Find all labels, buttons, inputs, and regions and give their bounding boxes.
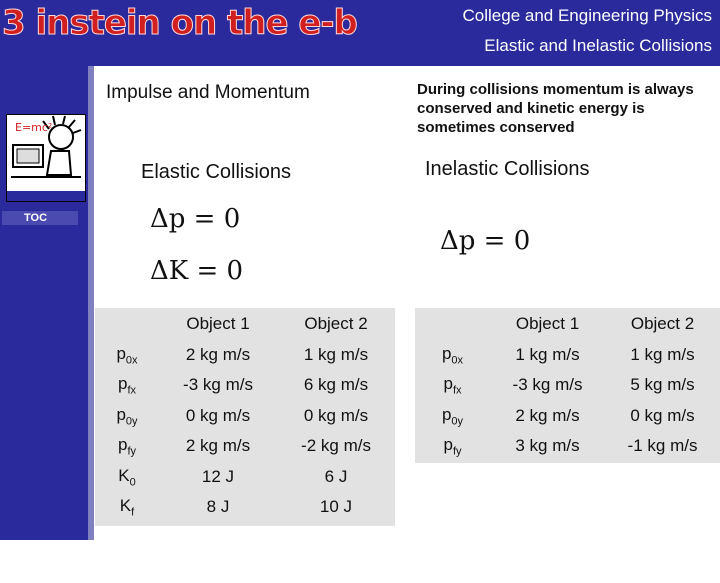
conservation-note: During collisions momentum is always conserved and kinetic energy is sometimes conserved [417,81,694,136]
table-cell: 0 kg m/s [630,405,695,425]
table-header [95,309,159,340]
table-row [415,431,720,462]
table-header: Object 1 [186,314,250,334]
row-label: $p_{0x}$ [116,343,138,366]
table-header: Object 2 [304,314,368,334]
table-cell: 5 kg m/s [630,375,695,395]
row-label: $p_{0x}$ [441,343,464,366]
table-row [95,431,395,462]
row-label: $p_{fx}$ [443,374,462,397]
row-label: $p_{fx}$ [117,374,137,397]
table-header [415,309,490,340]
svg-text:E=mc²: E=mc² [15,121,53,134]
table-cell: 10 J [319,497,353,517]
table-row [95,401,395,432]
table-cell: 0 kg m/s [185,405,251,425]
table-cell: -3 kg m/s [183,375,253,395]
row-label: $p_{fy}$ [117,435,137,458]
table-header-row [95,309,395,340]
page-number: 13 [22,566,39,583]
table-row [415,401,720,432]
table-header-row [415,309,720,340]
mascot-logo [6,114,86,202]
row-label: $p_{0y}$ [116,404,138,427]
table-cell: 6 kg m/s [303,375,369,395]
table-row [415,370,720,401]
table-header: Object 1 [515,314,580,334]
row-label: $K_0$ [118,465,136,488]
section-title: Impulse and Momentum [106,82,310,103]
table-row [95,462,395,493]
elastic-table [95,309,395,523]
elastic-energy-equation: ΔK = 0 [150,256,244,286]
table-cell: 1 kg m/s [515,344,580,364]
site-logo[interactable]: 3 instein on the e-b [2,3,357,43]
table-row [415,340,720,371]
table-row [95,340,395,371]
table-cell: 6 J [324,466,348,486]
table-cell: 0 kg m/s [303,405,369,425]
table-cell: 2 kg m/s [515,405,580,425]
lesson-title: Elastic and Inelastic Collisions [484,36,712,55]
inelastic-momentum-equation: Δp = 0 [440,226,531,256]
row-label: $p_{fy}$ [443,435,462,458]
table-cell: 2 kg m/s [185,436,251,456]
inelastic-table [415,309,720,462]
header-bar [0,0,720,66]
elastic-title: Elastic Collisions [141,161,292,183]
course-title: College and Engineering Physics [462,6,712,25]
elastic-momentum-equation: Δp = 0 [150,204,241,234]
table-cell: 1 kg m/s [630,344,695,364]
table-cell: -1 kg m/s [627,436,698,456]
mascot-computer-icon [7,115,85,191]
inelastic-title: Inelastic Collisions [425,158,590,180]
row-label: $p_{0y}$ [441,404,464,427]
table-cell: -2 kg m/s [301,436,371,456]
table-cell: -3 kg m/s [512,375,583,395]
table-cell: 1 kg m/s [303,344,369,364]
table-cell: 2 kg m/s [185,344,251,364]
sidebar [0,66,88,583]
table-cell: 12 J [201,466,235,486]
table-row [95,492,395,523]
table-row [95,370,395,401]
table-header: Object 2 [630,314,695,334]
toc-button[interactable]: TOC [2,211,78,225]
table-cell: 8 J [206,497,230,517]
row-label: $K_f$ [119,496,135,519]
table-cell: 3 kg m/s [515,436,580,456]
